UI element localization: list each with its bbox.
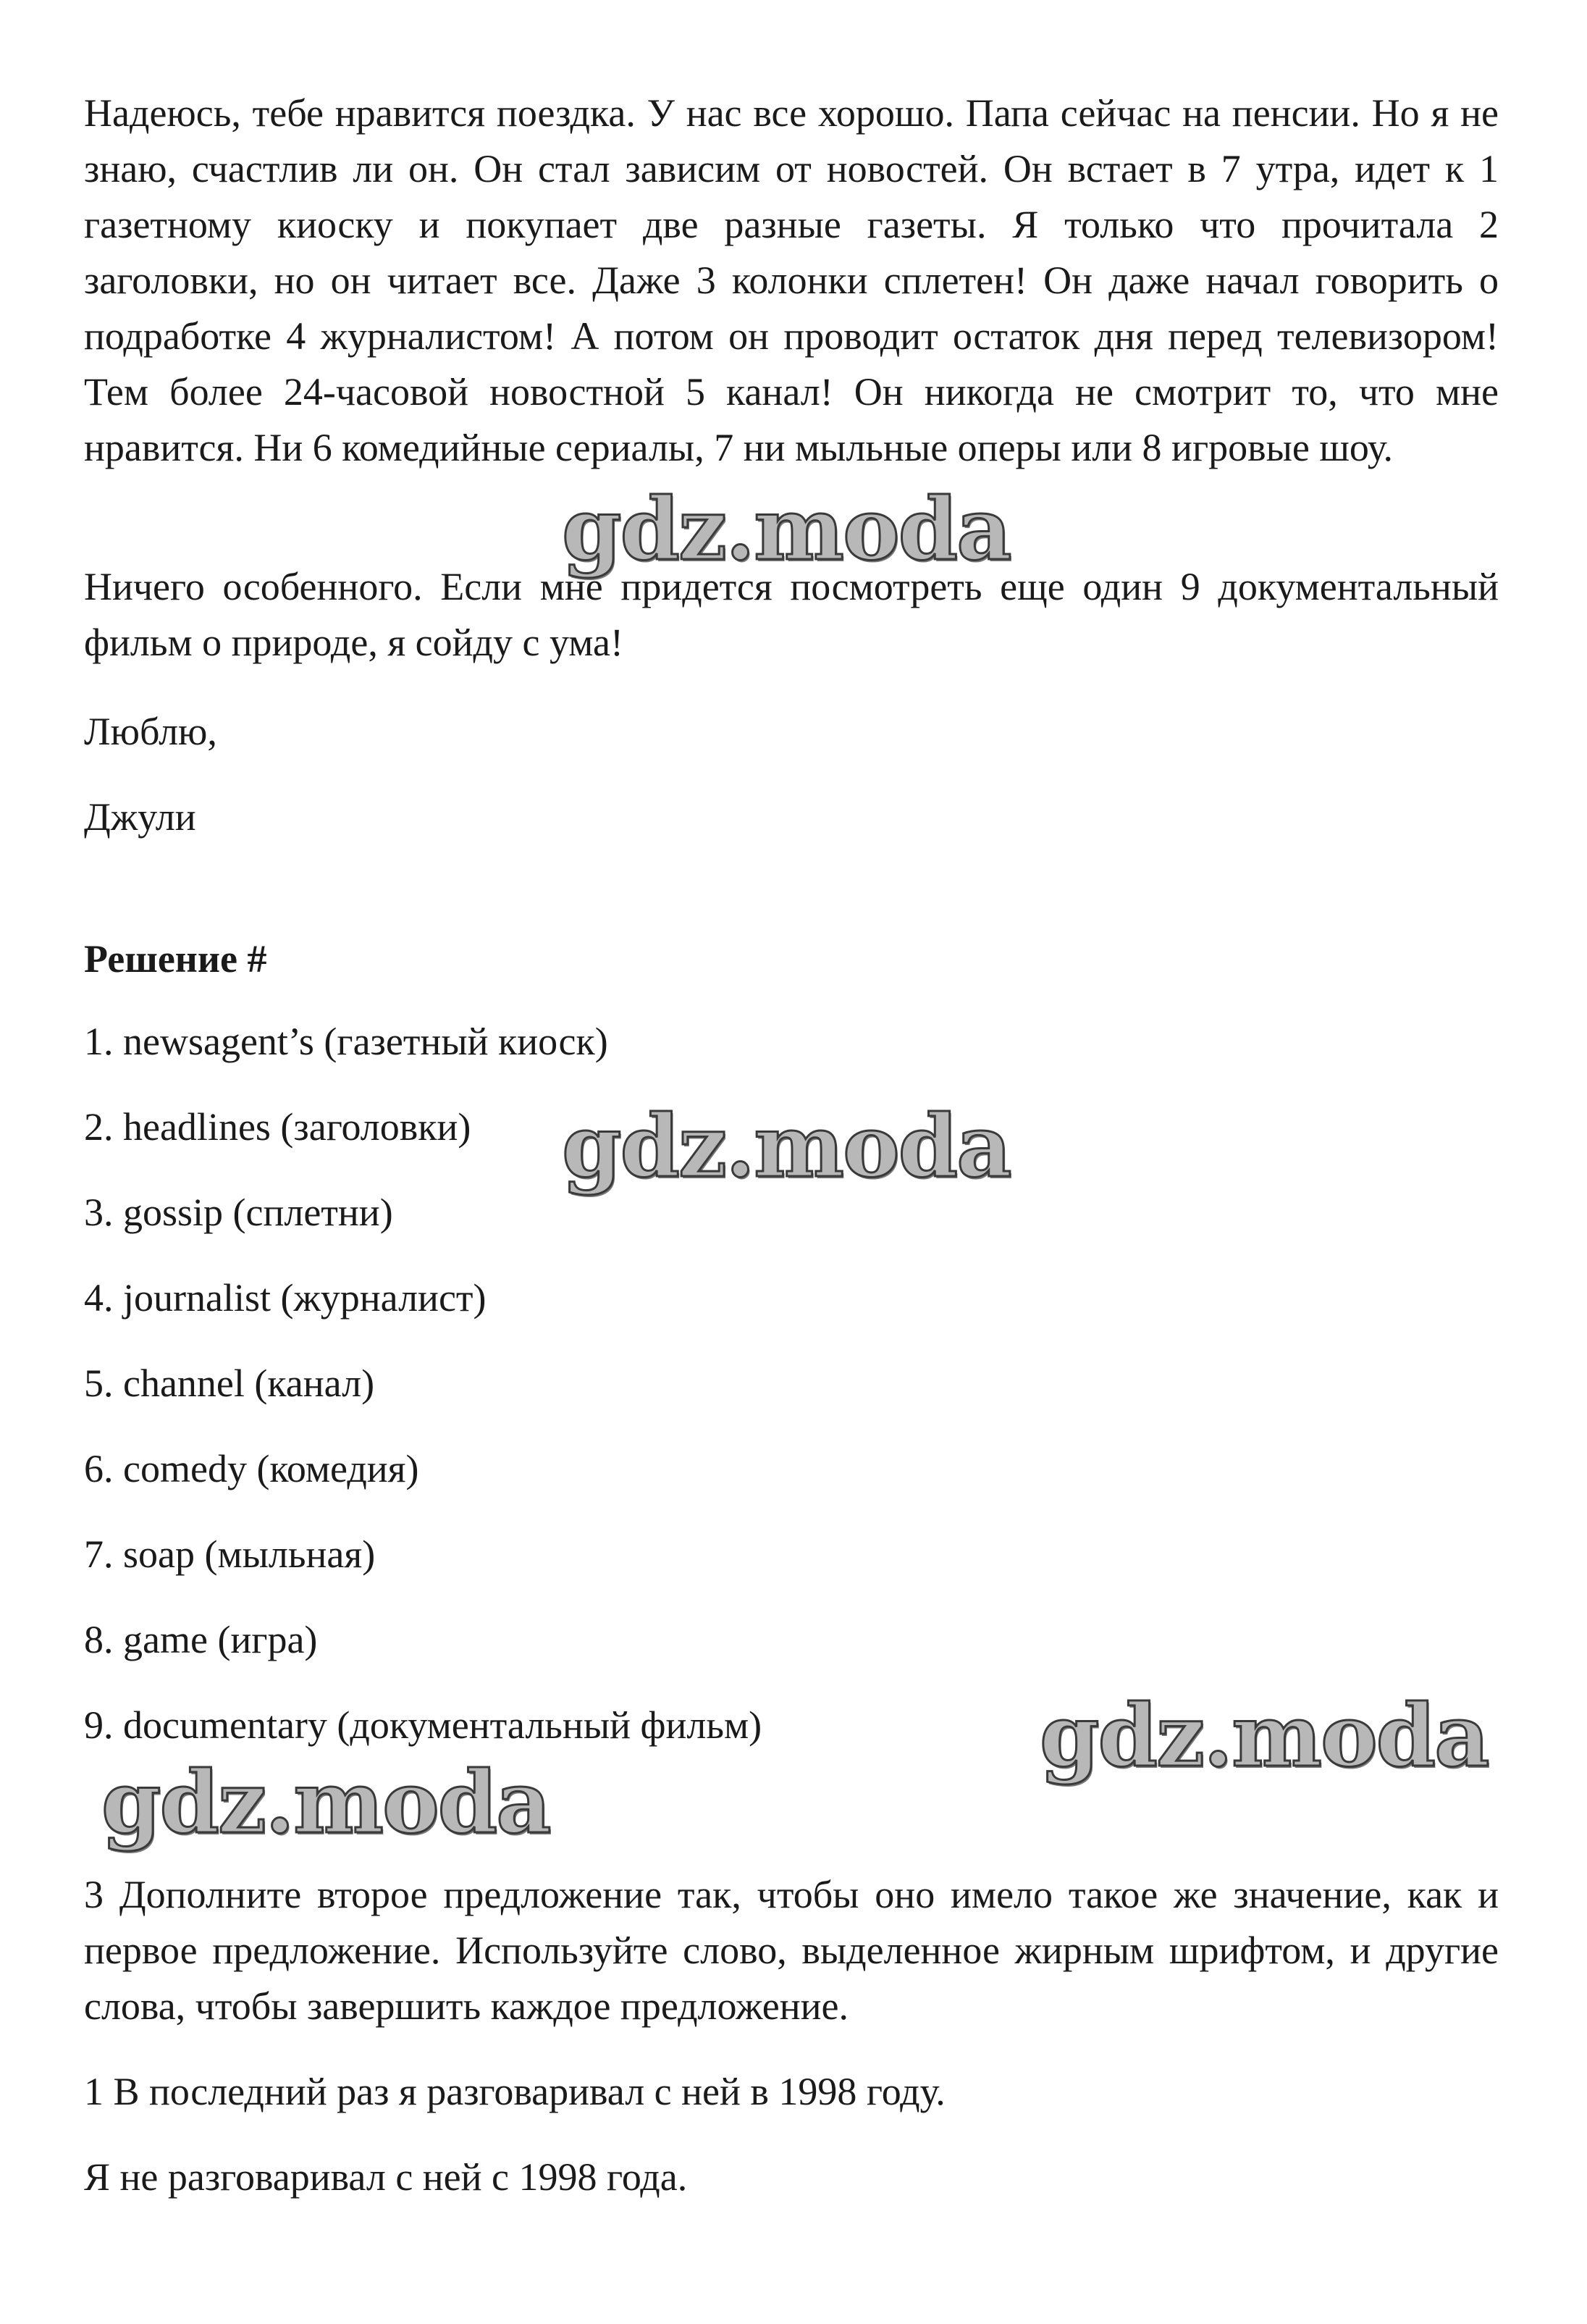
watermark: gdz.moda	[562, 479, 1011, 579]
answer-item: 8. game (игра)	[84, 1618, 318, 1661]
answer-item: 6. comedy (комедия)	[84, 1447, 419, 1490]
watermark: gdz.moda	[562, 1096, 1011, 1196]
answer-item: 5. channel (канал)	[84, 1362, 375, 1405]
answer-item: 7. soap (мыльная)	[84, 1532, 376, 1576]
letter-body	[84, 85, 1499, 476]
task-3-instruction	[84, 1867, 1499, 2034]
answer-item: 4. journalist (журналист)	[84, 1276, 487, 1320]
letter-closing: Люблю,	[84, 710, 217, 753]
letter-paragraph-2: Ничего особенного. Если мне придется посмотреть еще один 9 документальный фильм о природе, я сойду с ума!	[84, 565, 1499, 664]
answer-item: 3. gossip (сплетни)	[84, 1191, 393, 1234]
answer-item: 9. documentary (документальный фильм)	[84, 1703, 762, 1747]
task-3-sentence-1: 1 В последний раз я разговаривал с ней в 1998 году.	[84, 2070, 946, 2113]
task-3-text: 3 Дополните второе предложение так, чтобы оно имело такое же значение, как и первое предложение. Используйте слово, выделенное жирным шрифтом, и другие слова, чтобы завершить каждое предложение.	[84, 1873, 1499, 2028]
watermark: gdz.moda	[1040, 1685, 1489, 1786]
solution-heading: Решение #	[84, 937, 267, 981]
answer-item: 1. newsagent’s (газетный киоск)	[84, 1020, 608, 1063]
letter-signature: Джули	[84, 795, 196, 839]
task-3-sentence-2: Я не разговаривал с ней с 1998 года.	[84, 2155, 688, 2199]
answer-item: 2. headlines (заголовки)	[84, 1105, 471, 1149]
letter-paragraph: Надеюсь, тебе нравится поездка. У нас все хорошо. Папа сейчас на пенсии. Но я не знаю, счастлив ли он. Он стал зависим от новостей. Он встает в 7 утра, идет к 1 газетному киоску и покупает две разные газеты. Я только что прочитала 2 заголовки, но он читает все. Даже 3 колонки сплетен! Он даже начал говорить о подработке 4 журналистом! А потом он проводит остаток дня перед телевизором! Тем более 24-часовой новостной 5 канал! Он никогда не смотрит то, что мне нравится. Ни 6 комедийные сериалы, 7 ни мыльные оперы или 8 игровые шоу.	[84, 91, 1499, 469]
watermark: gdz.moda	[101, 1752, 550, 1853]
